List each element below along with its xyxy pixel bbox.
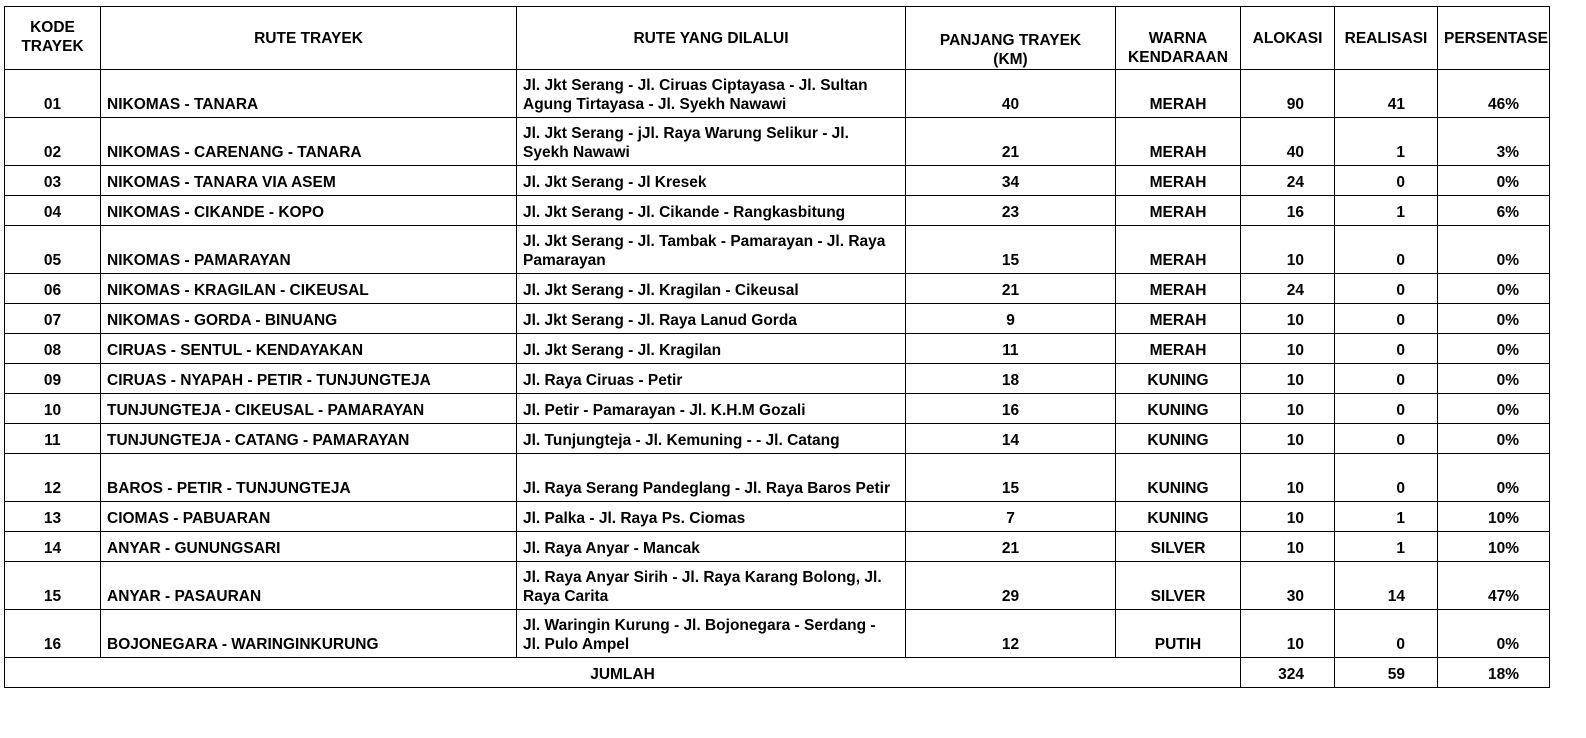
cell-warna[interactable]: KUNING [1116, 364, 1241, 394]
cell-kode[interactable]: 03 [5, 166, 101, 196]
header-warna[interactable]: WARNA KENDARAAN [1116, 7, 1241, 70]
cell-panjang[interactable]: 18 [906, 364, 1116, 394]
cell-dilalui[interactable]: Jl. Jkt Serang - Jl. Cikande - Rangkasbitung [517, 196, 906, 226]
cell-alokasi[interactable]: 10 [1241, 334, 1335, 364]
cell-warna[interactable]: SILVER [1116, 532, 1241, 562]
cell-rute[interactable]: TUNJUNGTEJA - CATANG - PAMARAYAN [101, 424, 517, 454]
header-realisasi[interactable]: REALISASI [1335, 7, 1438, 70]
cell-dilalui[interactable]: Jl. Jkt Serang - Jl. Raya Lanud Gorda [517, 304, 906, 334]
cell-alokasi[interactable]: 24 [1241, 166, 1335, 196]
total-alokasi[interactable]: 324 [1241, 658, 1335, 688]
cell-alokasi[interactable]: 10 [1241, 304, 1335, 334]
table-row [5, 196, 1550, 226]
cell-realisasi[interactable]: 41 [1335, 70, 1438, 118]
cell-alokasi[interactable]: 10 [1241, 394, 1335, 424]
table-row [5, 334, 1550, 364]
cell-rute[interactable]: NIKOMAS - KRAGILAN - CIKEUSAL [101, 274, 517, 304]
cell-persentase[interactable]: 0% [1438, 424, 1550, 454]
table-row [5, 118, 1550, 166]
cell-warna[interactable]: KUNING [1116, 502, 1241, 532]
cell-persentase[interactable]: 0% [1438, 166, 1550, 196]
cell-alokasi[interactable]: 10 [1241, 424, 1335, 454]
cell-panjang[interactable]: 21 [906, 532, 1116, 562]
cell-persentase[interactable]: 10% [1438, 532, 1550, 562]
cell-persentase[interactable]: 0% [1438, 334, 1550, 364]
cell-panjang[interactable]: 34 [906, 166, 1116, 196]
cell-realisasi[interactable]: 1 [1335, 502, 1438, 532]
cell-alokasi[interactable]: 10 [1241, 226, 1335, 274]
cell-kode[interactable]: 14 [5, 532, 101, 562]
cell-kode[interactable]: 11 [5, 424, 101, 454]
table-row [5, 166, 1550, 196]
cell-realisasi[interactable]: 1 [1335, 532, 1438, 562]
cell-realisasi[interactable]: 0 [1335, 394, 1438, 424]
cell-panjang[interactable]: 23 [906, 196, 1116, 226]
cell-warna[interactable]: MERAH [1116, 70, 1241, 118]
cell-realisasi[interactable]: 0 [1335, 304, 1438, 334]
cell-warna[interactable]: MERAH [1116, 304, 1241, 334]
cell-kode[interactable]: 02 [5, 118, 101, 166]
cell-panjang[interactable]: 21 [906, 274, 1116, 304]
header-persentase[interactable]: PERSENTASE [1438, 7, 1550, 70]
table-row [5, 424, 1550, 454]
table-row [5, 274, 1550, 304]
cell-warna[interactable]: MERAH [1116, 166, 1241, 196]
cell-kode[interactable]: 15 [5, 562, 101, 610]
cell-alokasi[interactable]: 10 [1241, 502, 1335, 532]
cell-dilalui[interactable]: Jl. Jkt Serang - Jl Kresek [517, 166, 906, 196]
cell-realisasi[interactable]: 1 [1335, 118, 1438, 166]
cell-persentase[interactable]: 0% [1438, 394, 1550, 424]
table-row [5, 610, 1550, 658]
cell-rute[interactable]: NIKOMAS - CIKANDE - KOPO [101, 196, 517, 226]
cell-dilalui[interactable]: Jl. Jkt Serang - Jl. Kragilan [517, 334, 906, 364]
cell-warna[interactable]: KUNING [1116, 424, 1241, 454]
trayek-table [4, 6, 1550, 688]
cell-kode[interactable]: 07 [5, 304, 101, 334]
cell-rute[interactable]: NIKOMAS - TANARA [101, 70, 517, 118]
table-row [5, 532, 1550, 562]
cell-persentase[interactable]: 0% [1438, 610, 1550, 658]
cell-rute[interactable]: BOJONEGARA - WARINGINKURUNG [101, 610, 517, 658]
cell-dilalui[interactable]: Jl. Jkt Serang - Jl. Kragilan - Cikeusal [517, 274, 906, 304]
total-realisasi[interactable]: 59 [1335, 658, 1438, 688]
cell-realisasi[interactable]: 0 [1335, 274, 1438, 304]
table-row [5, 562, 1550, 610]
cell-realisasi[interactable]: 0 [1335, 334, 1438, 364]
total-row [5, 658, 1550, 688]
header-alokasi[interactable]: ALOKASI [1241, 7, 1335, 70]
cell-persentase[interactable]: 10% [1438, 502, 1550, 532]
cell-persentase[interactable]: 0% [1438, 454, 1550, 502]
cell-rute[interactable]: ANYAR - PASAURAN [101, 562, 517, 610]
cell-alokasi[interactable]: 10 [1241, 454, 1335, 502]
cell-dilalui[interactable]: Jl. Waringin Kurung - Jl. Bojonegara - Serdang - Jl. Pulo Ampel [517, 610, 906, 658]
cell-warna[interactable]: MERAH [1116, 334, 1241, 364]
cell-dilalui[interactable]: Jl. Raya Anyar Sirih - Jl. Raya Karang Bolong, Jl. Raya Carita [517, 562, 906, 610]
cell-panjang[interactable]: 14 [906, 424, 1116, 454]
cell-persentase[interactable]: 3% [1438, 118, 1550, 166]
cell-warna[interactable]: KUNING [1116, 394, 1241, 424]
cell-panjang[interactable]: 29 [906, 562, 1116, 610]
cell-alokasi[interactable]: 10 [1241, 610, 1335, 658]
cell-panjang[interactable]: 21 [906, 118, 1116, 166]
cell-panjang[interactable]: 11 [906, 334, 1116, 364]
cell-dilalui[interactable]: Jl. Tunjungteja - Jl. Kemuning - - Jl. Catang [517, 424, 906, 454]
cell-rute[interactable]: NIKOMAS - PAMARAYAN [101, 226, 517, 274]
cell-rute[interactable]: BAROS - PETIR - TUNJUNGTEJA [101, 454, 517, 502]
table-row [5, 502, 1550, 532]
cell-dilalui[interactable]: Jl. Jkt Serang - jJl. Raya Warung Selikur - Jl. Syekh Nawawi [517, 118, 906, 166]
cell-realisasi[interactable]: 0 [1335, 166, 1438, 196]
cell-warna[interactable]: KUNING [1116, 454, 1241, 502]
cell-realisasi[interactable]: 0 [1335, 364, 1438, 394]
cell-warna[interactable]: MERAH [1116, 196, 1241, 226]
cell-realisasi[interactable]: 1 [1335, 196, 1438, 226]
cell-kode[interactable]: 13 [5, 502, 101, 532]
cell-kode[interactable]: 10 [5, 394, 101, 424]
header-kode[interactable]: KODE TRAYEK [5, 7, 101, 70]
table-row [5, 70, 1550, 118]
total-persentase[interactable]: 18% [1438, 658, 1550, 688]
cell-kode[interactable]: 08 [5, 334, 101, 364]
cell-persentase[interactable]: 0% [1438, 226, 1550, 274]
cell-persentase[interactable]: 46% [1438, 70, 1550, 118]
cell-persentase[interactable]: 0% [1438, 304, 1550, 334]
cell-alokasi[interactable]: 10 [1241, 532, 1335, 562]
cell-kode[interactable]: 06 [5, 274, 101, 304]
table-row [5, 304, 1550, 334]
cell-dilalui[interactable]: Jl. Jkt Serang - Jl. Tambak - Pamarayan - Jl. Raya Pamarayan [517, 226, 906, 274]
cell-rute[interactable]: ANYAR - GUNUNGSARI [101, 532, 517, 562]
cell-panjang[interactable]: 16 [906, 394, 1116, 424]
cell-persentase[interactable]: 47% [1438, 562, 1550, 610]
cell-alokasi[interactable]: 40 [1241, 118, 1335, 166]
header-row [5, 7, 1550, 70]
cell-panjang[interactable]: 7 [906, 502, 1116, 532]
total-label[interactable]: JUMLAH [5, 658, 1241, 688]
cell-kode[interactable]: 01 [5, 70, 101, 118]
cell-panjang[interactable]: 15 [906, 454, 1116, 502]
spreadsheet [4, 6, 1550, 688]
cell-panjang[interactable]: 15 [906, 226, 1116, 274]
cell-dilalui[interactable]: Jl. Raya Ciruas - Petir [517, 364, 906, 394]
cell-dilalui[interactable]: Jl. Raya Anyar - Mancak [517, 532, 906, 562]
cell-warna[interactable]: MERAH [1116, 274, 1241, 304]
cell-rute[interactable]: CIRUAS - SENTUL - KENDAYAKAN [101, 334, 517, 364]
table-row [5, 226, 1550, 274]
cell-alokasi[interactable]: 30 [1241, 562, 1335, 610]
cell-alokasi[interactable]: 16 [1241, 196, 1335, 226]
cell-kode[interactable]: 05 [5, 226, 101, 274]
cell-persentase[interactable]: 0% [1438, 274, 1550, 304]
cell-realisasi[interactable]: 14 [1335, 562, 1438, 610]
cell-realisasi[interactable]: 0 [1335, 610, 1438, 658]
cell-warna[interactable]: PUTIH [1116, 610, 1241, 658]
cell-kode[interactable]: 16 [5, 610, 101, 658]
cell-panjang[interactable]: 40 [906, 70, 1116, 118]
cell-panjang[interactable]: 12 [906, 610, 1116, 658]
cell-rute[interactable]: CIOMAS - PABUARAN [101, 502, 517, 532]
cell-alokasi[interactable]: 10 [1241, 364, 1335, 394]
cell-rute[interactable]: CIRUAS - NYAPAH - PETIR - TUNJUNGTEJA [101, 364, 517, 394]
cell-warna[interactable]: SILVER [1116, 562, 1241, 610]
cell-warna[interactable]: MERAH [1116, 226, 1241, 274]
cell-alokasi[interactable]: 24 [1241, 274, 1335, 304]
cell-warna[interactable]: MERAH [1116, 118, 1241, 166]
cell-panjang[interactable]: 9 [906, 304, 1116, 334]
cell-persentase[interactable]: 6% [1438, 196, 1550, 226]
header-rute[interactable]: RUTE TRAYEK [101, 7, 517, 70]
cell-rute[interactable]: TUNJUNGTEJA - CIKEUSAL - PAMARAYAN [101, 394, 517, 424]
cell-realisasi[interactable]: 0 [1335, 226, 1438, 274]
cell-alokasi[interactable]: 90 [1241, 70, 1335, 118]
cell-rute[interactable]: NIKOMAS - CARENANG - TANARA [101, 118, 517, 166]
cell-dilalui[interactable]: Jl. Jkt Serang - Jl. Ciruas Ciptayasa - Jl. Sultan Agung Tirtayasa - Jl. Syekh Nawawi [517, 70, 906, 118]
cell-kode[interactable]: 12 [5, 454, 101, 502]
header-panjang[interactable]: PANJANG TRAYEK (KM) [906, 7, 1116, 70]
cell-realisasi[interactable]: 0 [1335, 454, 1438, 502]
cell-rute[interactable]: NIKOMAS - TANARA VIA ASEM [101, 166, 517, 196]
table-row [5, 454, 1550, 502]
cell-realisasi[interactable]: 0 [1335, 424, 1438, 454]
table-row [5, 364, 1550, 394]
cell-kode[interactable]: 04 [5, 196, 101, 226]
cell-kode[interactable]: 09 [5, 364, 101, 394]
header-dilalui[interactable]: RUTE YANG DILALUI [517, 7, 906, 70]
cell-rute[interactable]: NIKOMAS - GORDA - BINUANG [101, 304, 517, 334]
table-row [5, 394, 1550, 424]
cell-persentase[interactable]: 0% [1438, 364, 1550, 394]
cell-dilalui[interactable]: Jl. Raya Serang Pandeglang - Jl. Raya Baros Petir [517, 454, 906, 502]
cell-dilalui[interactable]: Jl. Petir - Pamarayan - Jl. K.H.M Gozali [517, 394, 906, 424]
cell-dilalui[interactable]: Jl. Palka - Jl. Raya Ps. Ciomas [517, 502, 906, 532]
